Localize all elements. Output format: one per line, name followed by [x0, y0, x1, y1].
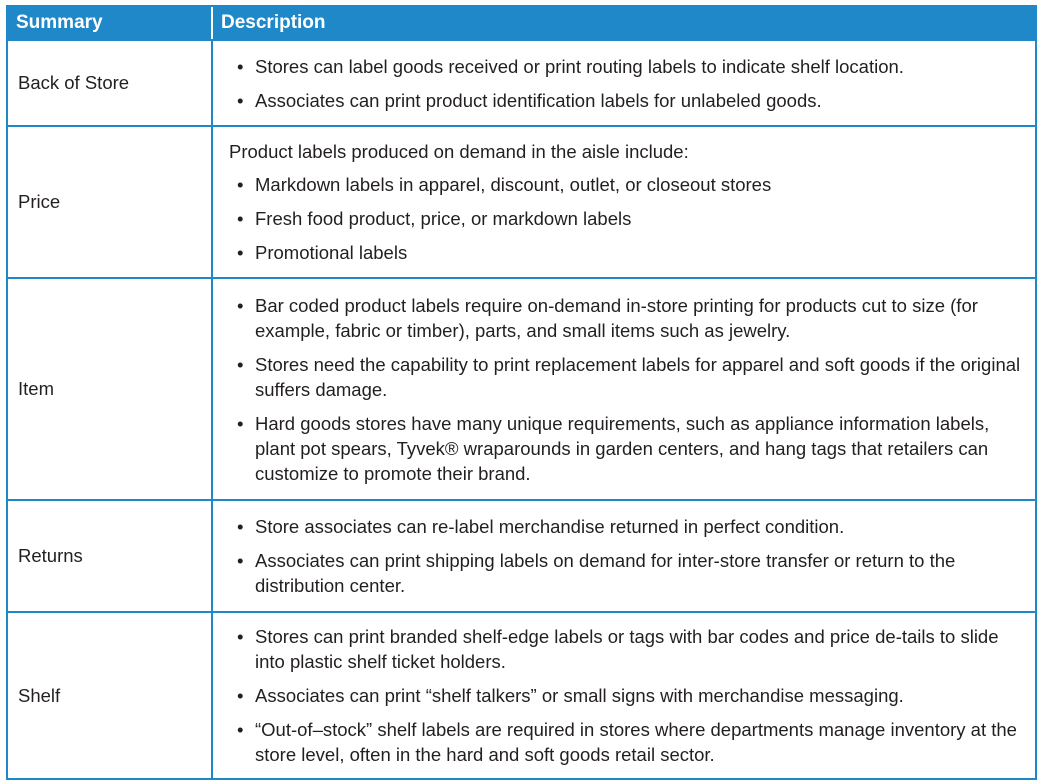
bullet-list [229, 624, 1025, 767]
row-summary: Shelf [8, 613, 213, 778]
row-summary: Price [8, 127, 213, 277]
row-summary: Back of Store [8, 41, 213, 125]
list-item: • Store associates can re-label merchandise returned in perfect condition. [229, 514, 1025, 539]
row-summary: Item [8, 279, 213, 499]
row-description [213, 613, 1035, 778]
table-row [8, 39, 1035, 125]
list-item: • Hard goods stores have many unique requirements, such as appliance information labels, plant pot spears, Tyvek® wraparounds in garden centers, and hang tags that retailers can customize to promote their brand. [229, 411, 1025, 486]
list-item: • Associates can print “shelf talkers” or small signs with merchandise messaging. [229, 683, 1025, 708]
row-description [213, 501, 1035, 611]
row-intro: Product labels produced on demand in the aisle include: [229, 141, 689, 162]
list-item: • Fresh food product, price, or markdown labels [229, 206, 1025, 231]
table-header [8, 7, 1035, 39]
list-item: • Associates can print shipping labels on demand for inter-store transfer or return to the distribution center. [229, 548, 1025, 598]
table-row [8, 611, 1035, 778]
list-item: • Stores can print branded shelf-edge labels or tags with bar codes and price de-tails to slide into plastic shelf ticket holders. [229, 624, 1025, 674]
table-row [8, 277, 1035, 499]
header-description: Description [221, 12, 326, 33]
list-item: • Associates can print product identification labels for unlabeled goods. [229, 88, 1025, 113]
row-summary: Returns [8, 501, 213, 611]
row-description [213, 41, 1035, 125]
list-item: • Stores need the capability to print replacement labels for apparel and soft goods if the original suffers damage. [229, 352, 1025, 402]
bullet-list [229, 54, 1025, 113]
row-description [213, 127, 1035, 277]
table-row [8, 499, 1035, 611]
bullet-list [229, 514, 1025, 598]
list-item: • Markdown labels in apparel, discount, outlet, or closeout stores [229, 172, 1025, 197]
list-item: • Stores can label goods received or print routing labels to indicate shelf location. [229, 54, 1025, 79]
list-item: • Promotional labels [229, 240, 1025, 265]
summary-table [6, 5, 1037, 780]
bullet-list [229, 293, 1025, 486]
list-item: • “Out-of–stock” shelf labels are required in stores where departments manage inventory at the store level, often in the hard and soft goods retail sector. [229, 717, 1025, 767]
list-item: • Bar coded product labels require on-demand in-store printing for products cut to size (for example, fabric or timber), parts, and small items such as jewelry. [229, 293, 1025, 343]
bullet-list [229, 172, 1025, 265]
table-row [8, 125, 1035, 277]
header-summary: Summary [8, 7, 213, 39]
row-description [213, 279, 1035, 499]
